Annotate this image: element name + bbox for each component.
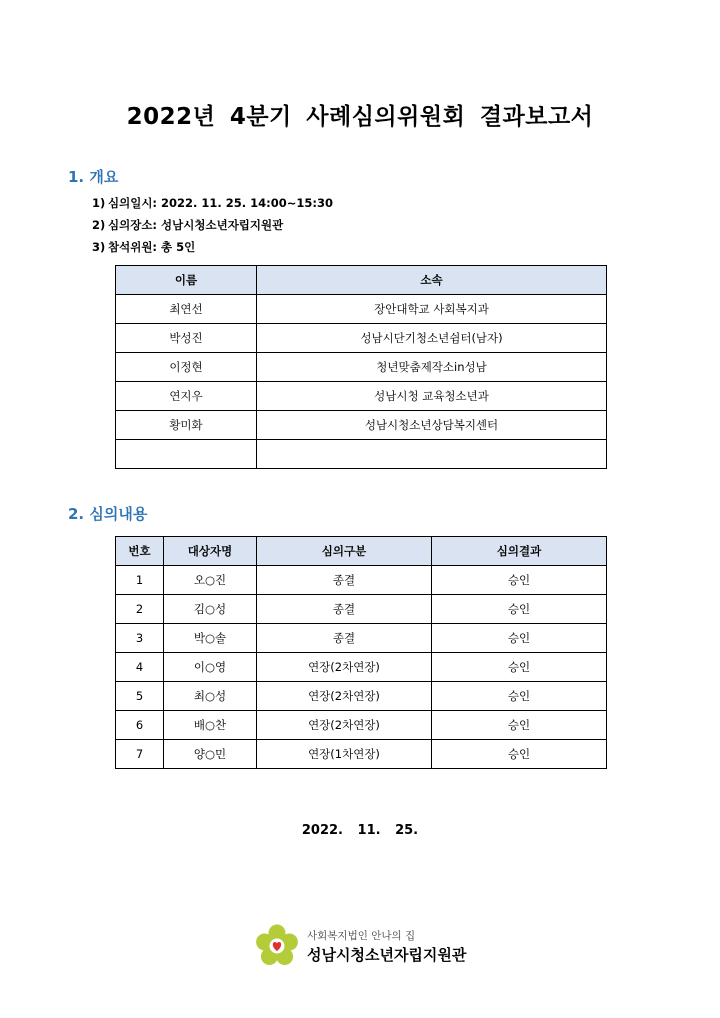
row-subject: 최○성 bbox=[164, 682, 257, 711]
table-row bbox=[116, 653, 607, 682]
row-number: 5 bbox=[116, 682, 164, 711]
row-subject: 김○성 bbox=[164, 595, 257, 624]
row-result: 승인 bbox=[432, 682, 607, 711]
info-item-datetime: 1) 심의일시: 2022. 11. 25. 14:00~15:30 bbox=[92, 196, 334, 210]
header-result: 심의결과 bbox=[432, 537, 607, 566]
row-category: 연장(1차연장) bbox=[257, 740, 432, 769]
row-result: 승인 bbox=[432, 711, 607, 740]
member-name: 황미화 bbox=[116, 411, 257, 440]
table-row bbox=[116, 295, 607, 324]
row-category: 연장(2차연장) bbox=[257, 682, 432, 711]
review-table bbox=[115, 536, 607, 769]
row-result: 승인 bbox=[432, 740, 607, 769]
members-header-row bbox=[116, 266, 607, 295]
row-number: 4 bbox=[116, 653, 164, 682]
flower-heart-icon bbox=[255, 924, 299, 968]
member-affiliation bbox=[257, 440, 607, 469]
organization-name: 성남시청소년자립지원관 bbox=[307, 946, 467, 964]
header-subject: 대상자명 bbox=[164, 537, 257, 566]
member-affiliation: 성남시청소년상담복지센터 bbox=[257, 411, 607, 440]
member-name: 이정현 bbox=[116, 353, 257, 382]
row-subject: 배○찬 bbox=[164, 711, 257, 740]
review-header-row bbox=[116, 537, 607, 566]
table-row bbox=[116, 382, 607, 411]
row-result: 승인 bbox=[432, 653, 607, 682]
member-name: 박성진 bbox=[116, 324, 257, 353]
row-subject: 양○민 bbox=[164, 740, 257, 769]
row-category: 종결 bbox=[257, 624, 432, 653]
member-name: 최연선 bbox=[116, 295, 257, 324]
row-number: 2 bbox=[116, 595, 164, 624]
organization-logo bbox=[255, 924, 475, 970]
table-row bbox=[116, 740, 607, 769]
section-overview-heading: 1. 개요 bbox=[68, 168, 119, 186]
row-result: 승인 bbox=[432, 595, 607, 624]
table-row bbox=[116, 353, 607, 382]
row-category: 종결 bbox=[257, 595, 432, 624]
member-name: 연지우 bbox=[116, 382, 257, 411]
report-date: 2022. 11. 25. bbox=[301, 823, 419, 838]
table-row bbox=[116, 682, 607, 711]
member-name bbox=[116, 440, 257, 469]
table-row bbox=[116, 324, 607, 353]
member-affiliation: 장안대학교 사회복지과 bbox=[257, 295, 607, 324]
row-result: 승인 bbox=[432, 566, 607, 595]
row-result: 승인 bbox=[432, 624, 607, 653]
row-category: 연장(2차연장) bbox=[257, 711, 432, 740]
document-title: 2022년 4분기 사례심의위원회 결과보고서 bbox=[126, 104, 594, 130]
row-number: 1 bbox=[116, 566, 164, 595]
member-affiliation: 성남시단기청소년쉼터(남자) bbox=[257, 324, 607, 353]
overview-info-list bbox=[92, 196, 333, 262]
row-subject: 오○진 bbox=[164, 566, 257, 595]
table-row-empty bbox=[116, 440, 607, 469]
row-number: 6 bbox=[116, 711, 164, 740]
header-number: 번호 bbox=[116, 537, 164, 566]
row-category: 연장(2차연장) bbox=[257, 653, 432, 682]
row-subject: 이○영 bbox=[164, 653, 257, 682]
table-row bbox=[116, 411, 607, 440]
header-category: 심의구분 bbox=[257, 537, 432, 566]
row-number: 7 bbox=[116, 740, 164, 769]
table-row bbox=[116, 624, 607, 653]
organization-subtitle: 사회복지법인 안나의 집 bbox=[307, 930, 416, 942]
member-affiliation: 청년맞춤제작소in성남 bbox=[257, 353, 607, 382]
info-item-attendees: 3) 참석위원: 총 5인 bbox=[92, 240, 196, 254]
header-name: 이름 bbox=[116, 266, 257, 295]
table-row bbox=[116, 711, 607, 740]
members-table bbox=[115, 265, 607, 469]
table-row bbox=[116, 595, 607, 624]
member-affiliation: 성남시청 교육청소년과 bbox=[257, 382, 607, 411]
table-row bbox=[116, 566, 607, 595]
info-item-location: 2) 심의장소: 성남시청소년자립지원관 bbox=[92, 218, 284, 232]
row-subject: 박○솔 bbox=[164, 624, 257, 653]
row-category: 종결 bbox=[257, 566, 432, 595]
section-review-heading: 2. 심의내용 bbox=[68, 505, 148, 523]
row-number: 3 bbox=[116, 624, 164, 653]
header-affiliation: 소속 bbox=[257, 266, 607, 295]
